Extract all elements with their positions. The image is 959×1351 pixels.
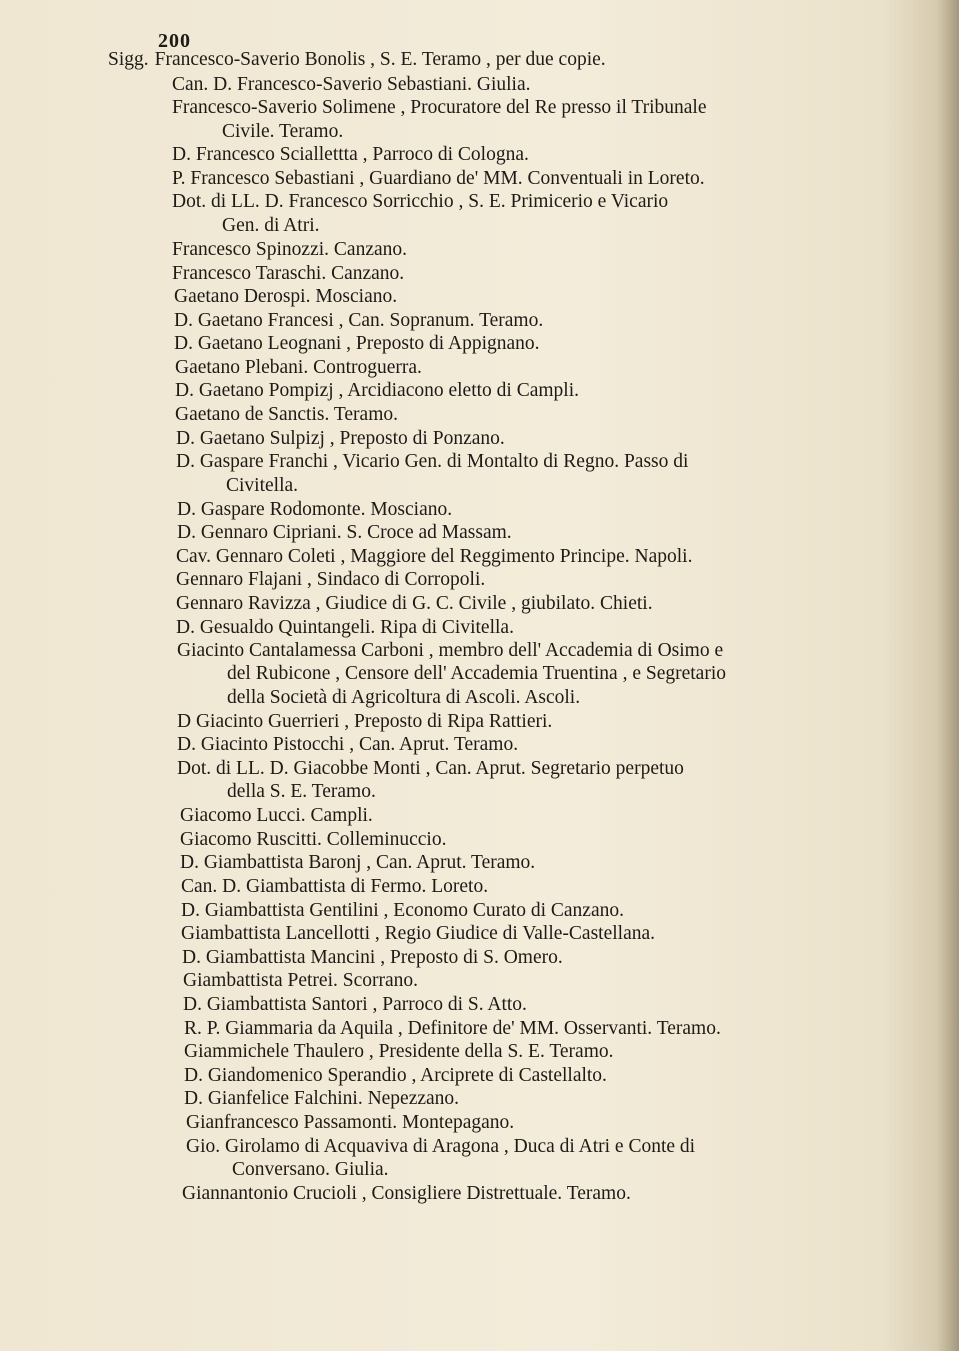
entry-line — [177, 757, 684, 781]
entry-text: D. Francesco Sciallettta , Parroco di Cologna. — [172, 144, 529, 165]
entry-line — [176, 545, 692, 569]
entry-text: Gen. di Atri. — [222, 215, 320, 236]
entry-line — [175, 403, 398, 427]
entry-line — [177, 710, 552, 734]
entry-line — [222, 120, 343, 144]
entry-text: D. Giacinto Pistocchi , Can. Aprut. Teramo. — [177, 734, 519, 755]
entry-line — [181, 899, 624, 923]
entry-line — [108, 48, 606, 72]
entry-line — [176, 616, 514, 640]
entry-text: Can. D. Giambattista di Fermo. Loreto. — [181, 876, 489, 897]
entry-text: Dot. di LL. D. Giacobbe Monti , Can. Aprut. Segretario perpetuo — [177, 758, 684, 779]
entry-line — [181, 922, 655, 946]
entry-line — [226, 474, 298, 498]
entry-text: D. Giambattista Santori , Parroco di S. Atto. — [183, 994, 527, 1015]
entry-line — [172, 167, 705, 191]
page-number: 200 — [158, 30, 191, 52]
entry-text: Gennaro Flajani , Sindaco di Corropoli. — [176, 569, 486, 590]
entry-line — [180, 828, 446, 852]
entry-line — [186, 1135, 695, 1159]
entry-line — [177, 733, 518, 757]
entry-text: Giannantonio Crucioli , Consigliere Distrettuale. Teramo. — [182, 1183, 631, 1204]
entry-text: Gaetano Derospi. Mosciano. — [174, 286, 398, 307]
entry-line — [177, 521, 512, 545]
entry-text: Giambattista Petrei. Scorrano. — [183, 970, 419, 991]
entry-line — [177, 639, 723, 663]
entry-line — [227, 780, 376, 804]
entry-line — [184, 1017, 721, 1041]
entry-line — [182, 946, 563, 970]
entry-line — [174, 332, 540, 356]
entry-line — [176, 568, 485, 592]
entry-line — [172, 73, 531, 97]
entry-line — [182, 1182, 631, 1206]
entry-text: della Società di Agricoltura di Ascoli. Ascoli. — [227, 687, 581, 708]
entry-text: Gaetano Plebani. Controguerra. — [175, 357, 422, 378]
entry-line — [175, 356, 422, 380]
entry-line — [180, 804, 373, 828]
entry-line — [172, 143, 529, 167]
entry-text: Francesco-Saverio Solimene , Procuratore del Re presso il Tribunale — [172, 97, 707, 118]
page-gutter-shadow — [937, 0, 959, 1351]
entry-text: D. Gaspare Rodomonte. Mosciano. — [177, 499, 453, 520]
entry-text: Francesco Taraschi. Canzano. — [172, 263, 405, 284]
entry-line — [176, 427, 505, 451]
entry-text: Giammichele Thaulero , Presidente della S. E. Teramo. — [184, 1041, 614, 1062]
entry-line — [175, 379, 579, 403]
entry-text: D. Gianfelice Falchini. Nepezzano. — [184, 1088, 460, 1109]
salutation-prefix: Sigg. — [108, 49, 149, 70]
entry-text: D. Giambattista Gentilini , Economo Curato di Canzano. — [181, 900, 624, 921]
entry-text: Dot. di LL. D. Francesco Sorricchio , S. E. Primicerio e Vicario — [172, 191, 669, 212]
entry-text: Giacinto Cantalamessa Carboni , membro dell' Accademia di Osimo e — [177, 640, 724, 661]
entry-text: Gianfrancesco Passamonti. Montepagano. — [186, 1112, 515, 1133]
entry-text: Conversano. Giulia. — [232, 1159, 389, 1180]
entry-text: D. Gaspare Franchi , Vicario Gen. di Montalto di Regno. Passo di — [176, 451, 689, 472]
entry-line — [227, 686, 580, 710]
entry-text: R. P. Giammaria da Aquila , Definitore de' MM. Osservanti. Teramo. — [184, 1018, 721, 1039]
entry-line — [174, 309, 543, 333]
entry-line — [172, 238, 407, 262]
entry-text: D. Giambattista Baronj , Can. Aprut. Teramo. — [180, 852, 536, 873]
entry-text: della S. E. Teramo. — [227, 781, 376, 802]
entry-line — [184, 1087, 459, 1111]
entry-text: Gio. Girolamo di Acquaviva di Aragona , Duca di Atri e Conte di — [186, 1136, 696, 1157]
entry-text: Giacomo Lucci. Campli. — [180, 805, 373, 826]
entry-line — [177, 498, 452, 522]
entry-line — [227, 662, 726, 686]
entry-text: D. Gaetano Pompizj , Arcidiacono eletto di Campli. — [175, 380, 579, 401]
entry-text: P. Francesco Sebastiani , Guardiano de' MM. Conventuali in Loreto. — [172, 168, 705, 189]
entry-line — [172, 96, 707, 120]
entry-text: Francesco Spinozzi. Canzano. — [172, 239, 408, 260]
entry-line — [174, 285, 397, 309]
entry-line — [176, 592, 653, 616]
entry-text: Francesco-Saverio Bonolis , S. E. Teramo , per due copie. — [154, 49, 606, 70]
entry-text: D. Gaetano Sulpizj , Preposto di Ponzano. — [176, 428, 505, 449]
entry-text: Giacomo Ruscitti. Colleminuccio. — [180, 829, 447, 850]
entry-line — [222, 214, 320, 238]
entry-text: D. Giambattista Mancini , Preposto di S. Omero. — [182, 947, 563, 968]
entry-line — [176, 450, 688, 474]
entry-text: Civitella. — [226, 475, 299, 496]
entry-text: Cav. Gennaro Coleti , Maggiore del Reggimento Principe. Napoli. — [176, 546, 693, 567]
entry-line — [184, 1040, 614, 1064]
entry-text: Civile. Teramo. — [222, 121, 344, 142]
entry-line — [180, 851, 535, 875]
entry-line — [183, 969, 418, 993]
entry-text: Gennaro Ravizza , Giudice di G. C. Civile , giubilato. Chieti. — [176, 593, 653, 614]
entry-line — [232, 1158, 389, 1182]
entry-text: D. Gaetano Leognani , Preposto di Appignano. — [174, 333, 540, 354]
entry-text: Can. D. Francesco-Saverio Sebastiani. Giulia. — [172, 74, 531, 95]
entry-line — [183, 993, 527, 1017]
entry-text: Giambattista Lancellotti , Regio Giudice di Valle-Castellana. — [181, 923, 656, 944]
entry-line — [186, 1111, 514, 1135]
entry-text: del Rubicone , Censore dell' Accademia Truentina , e Segretario — [227, 663, 727, 684]
entry-text: D Giacinto Guerrieri , Preposto di Ripa Rattieri. — [177, 711, 553, 732]
entry-line — [184, 1064, 607, 1088]
entry-text: D. Gennaro Cipriani. S. Croce ad Massam. — [177, 522, 512, 543]
entry-text: Gaetano de Sanctis. Teramo. — [175, 404, 398, 425]
entry-line — [172, 262, 404, 286]
entry-text: D. Gaetano Francesi , Can. Sopranum. Teramo. — [174, 310, 544, 331]
entry-line — [172, 190, 668, 214]
entry-text: D. Gesualdo Quintangeli. Ripa di Civitella. — [176, 617, 514, 638]
entry-line — [181, 875, 488, 899]
entry-text: D. Giandomenico Sperandio , Arciprete di Castellalto. — [184, 1065, 607, 1086]
